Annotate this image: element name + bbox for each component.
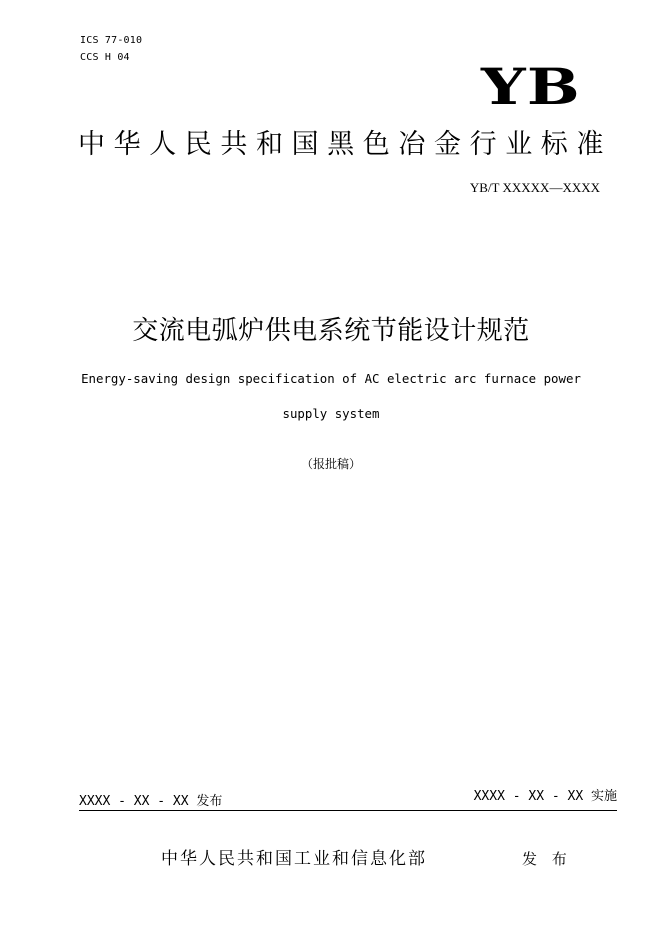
release-date: XXXX - XX - XX 发布: [79, 794, 223, 809]
ccs-code: CCS H 04: [80, 52, 130, 63]
footer-divider: [79, 810, 617, 811]
standard-number: YB/T XXXXX—XXXX: [469, 180, 600, 195]
standard-category-heading: 中华人民共和国黑色冶金行业标准: [78, 129, 612, 160]
draft-status: （报批稿）: [300, 457, 361, 471]
document-title-chinese: 交流电弧炉供电系统节能设计规范: [132, 316, 530, 346]
document-title-english-line-2: supply system: [282, 406, 380, 421]
implementation-date: XXXX - XX - XX 实施: [473, 789, 617, 804]
ics-code: ICS 77-010: [80, 35, 143, 46]
yb-logo: YB: [481, 57, 581, 116]
document-title-english-line-1: Energy-saving design specification of AC electric arc furnace power: [81, 371, 581, 386]
issuing-authority: 中华人民共和国工业和信息化部: [161, 849, 427, 869]
issue-label: 发 布: [522, 850, 572, 868]
